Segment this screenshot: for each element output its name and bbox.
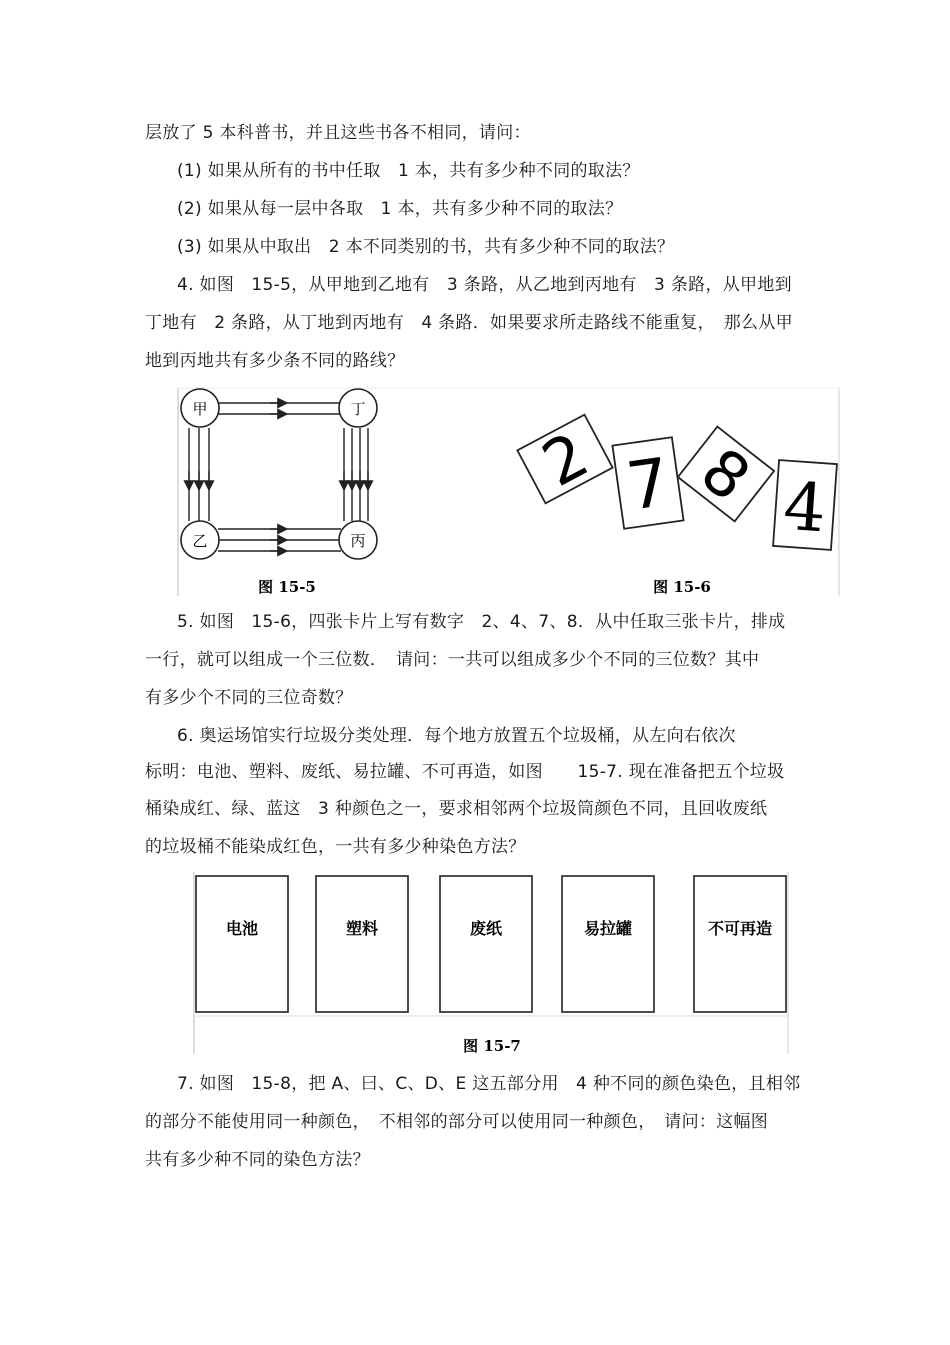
card-2 xyxy=(515,409,616,509)
problem-6-line: 桶染成红、绿、蓝这 3 种颜色之一，要求相邻两个垃圾筒颜色不同，且回收废纸 xyxy=(145,799,768,819)
node-label-bing: 丙 xyxy=(350,532,366,550)
bin-label: 废纸 xyxy=(469,919,503,938)
card-digit: 8 xyxy=(687,433,764,516)
question-item: (1) 如果从所有的书中任取 1 本，共有多少种不同的取法？ xyxy=(177,161,640,181)
problem-6-line: 标明：电池、塑料、废纸、易拉罐、不可再造，如图 15-7. 现在准备把五个垃圾 xyxy=(145,762,785,782)
figure-caption-15-5: 图 15-5 xyxy=(258,578,316,596)
bin-plastic xyxy=(316,876,408,1012)
problem-6-line: 6. 奥运场馆实行垃圾分类处理．每个地方放置五个垃圾桶，从左向右依次 xyxy=(177,726,736,746)
problem-4-line: 4. 如图 15-5，从甲地到乙地有 3 条路，从乙地到丙地有 3 条路，从甲地到 xyxy=(177,275,792,295)
problem-5-line: 5. 如图 15-6，四张卡片上写有数字 2、4、7、8．从中任取三张卡片，排成 xyxy=(177,612,786,632)
bin-cans xyxy=(562,876,654,1012)
question-item: (3) 如果从中取出 2 本不同类别的书，共有多少种不同的取法？ xyxy=(177,237,675,257)
figure-15-7 xyxy=(192,870,792,1056)
paragraph-line: 层放了 5 本科普书，并且这些书各不相同，请问： xyxy=(145,123,531,143)
card-digit: 7 xyxy=(622,443,675,526)
problem-7-line: 共有多少种不同的染色方法？ xyxy=(145,1150,370,1170)
node-label-jia: 甲 xyxy=(192,400,208,418)
bin-label: 塑料 xyxy=(345,919,379,938)
node-label-ding: 丁 xyxy=(350,400,366,418)
bin-label: 不可再造 xyxy=(707,919,773,938)
node-label-yi: 乙 xyxy=(192,532,208,550)
card-digit: 2 xyxy=(530,417,600,501)
figure-15-5-15-6 xyxy=(175,386,845,598)
card-7 xyxy=(612,437,683,529)
problem-5-line: 一行，就可以组成一个三位数． 请问：一共可以组成多少个不同的三位数？其中 xyxy=(145,650,760,670)
problem-4-line: 丁地有 2 条路，从丁地到丙地有 4 条路．如果要求所走路线不能重复， 那么从甲 xyxy=(145,313,793,333)
figure-caption-15-7: 图 15-7 xyxy=(463,1037,521,1055)
problem-7-line: 7. 如图 15-8，把 A、曰、C、D、E 这五部分用 4 种不同的颜色染色，且相邻 xyxy=(177,1074,801,1094)
route-diagram xyxy=(181,389,377,596)
bin-paper xyxy=(440,876,532,1012)
problem-6-line: 的垃圾桶不能染成红色，一共有多少种染色方法？ xyxy=(145,837,526,857)
problem-4-line: 地到丙地共有多少条不同的路线？ xyxy=(145,351,405,371)
bin-label: 电池 xyxy=(225,919,259,938)
problem-7-line: 的部分不能使用同一种颜色， 不相邻的部分可以使用同一种颜色， 请问：这幅图 xyxy=(145,1112,769,1132)
card-4 xyxy=(773,460,837,550)
card-digit: 4 xyxy=(781,467,829,548)
bin-battery xyxy=(196,876,288,1012)
bin-nonrecyclable xyxy=(694,876,786,1012)
number-cards xyxy=(515,409,837,596)
bin-label: 易拉罐 xyxy=(583,919,633,938)
problem-5-line: 有多少个不同的三位奇数？ xyxy=(145,688,353,708)
card-8 xyxy=(675,423,777,525)
figure-caption-15-6: 图 15-6 xyxy=(653,578,711,596)
question-item: (2) 如果从每一层中各取 1 本，共有多少种不同的取法？ xyxy=(177,199,623,219)
